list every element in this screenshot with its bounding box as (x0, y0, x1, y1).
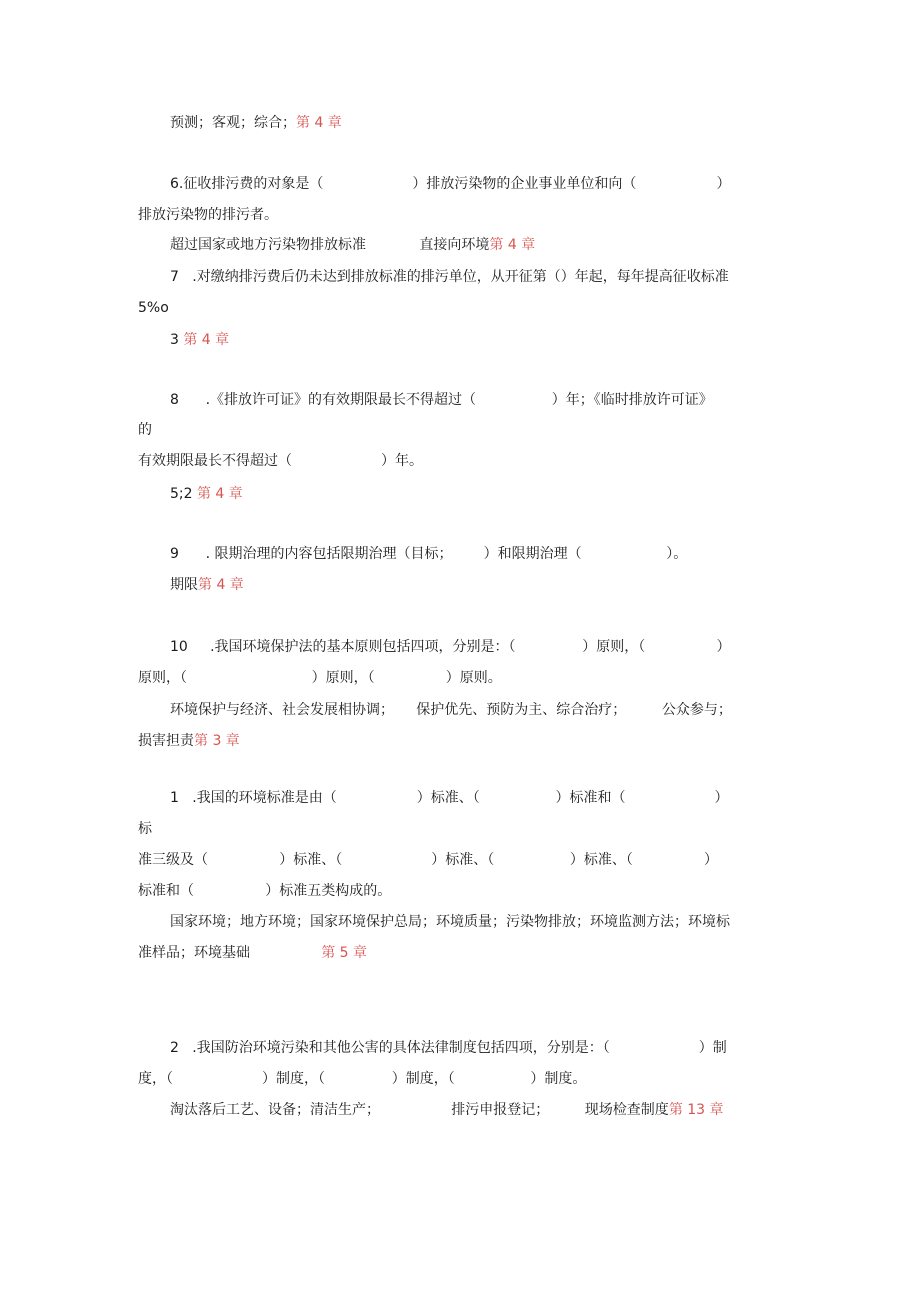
answer-line-1: 预测；客观；综合；第 4 章 (170, 115, 342, 131)
chapter-ref: 第 5 章 (321, 945, 368, 961)
question-11-line-3: 准三级及（ ）标准、（ ）标准、（ ）标准、（ ） (138, 852, 719, 868)
question-11-line-4: 标准和（ ）标准五类构成的。 (138, 883, 392, 899)
question-6-line-2: 排放污染物的排污者。 (138, 207, 278, 223)
question-12-line-2: 度，（ ）制度，（ ）制度，（ ）制度。 (138, 1071, 587, 1087)
question-11-line-2: 标 (138, 821, 152, 837)
answer-10-line-2: 损害担责第 3 章 (138, 733, 240, 749)
chapter-ref: 第 4 章 (296, 115, 342, 131)
answer-10-line-1: 环境保护与经济、社会发展相协调； 保护优先、预防为主、综合治疗； 公众参与； (170, 702, 732, 718)
question-8-line-1: 8 .《排放许可证》的有效期限最长不得超过（ ）年；《临时排放许可证》 (170, 392, 713, 408)
question-8-line-2: 的 (138, 422, 152, 438)
question-10-line-1: 10 .我国环境保护法的基本原则包括四项，分别是：（ ）原则，（ ） (170, 639, 731, 655)
answer-11-line-1: 国家环境；地方环境；国家环境保护总局；环境质量；污染物排放；环境监测方法；环境标 (170, 914, 730, 930)
answer-6: 超过国家或地方污染物排放标准 直接向环境第 4 章 (170, 237, 536, 253)
chapter-ref: 第 4 章 (183, 332, 230, 348)
answer-9: 期限第 4 章 (170, 577, 244, 593)
chapter-ref: 第 4 章 (489, 237, 536, 253)
chapter-ref: 第 13 章 (668, 1102, 724, 1118)
answer-7: 3 第 4 章 (170, 332, 230, 348)
answer-11-line-2: 准样品；环境基础 第 5 章 (138, 945, 368, 961)
question-8-line-3: 有效期限最长不得超过（ ）年。 (138, 453, 424, 469)
chapter-ref: 第 4 章 (196, 486, 243, 502)
question-11-line-1: 1 .我国的环境标准是由（ ）标准、（ ）标准和（ ） (170, 790, 729, 806)
question-6-line-1: 6.征收排污费的对象是（ ）排放污染物的企业事业单位和向（ ） (170, 176, 731, 192)
question-9-line-1: 9 . 限期治理的内容包括限期治理（目标； ）和限期治理（ ）。 (170, 546, 688, 562)
chapter-ref: 第 4 章 (198, 577, 244, 593)
question-7-line-2: 5%o (138, 300, 169, 316)
answer-12: 淘汰落后工艺、设备；清洁生产； 排污申报登记； 现场检查制度第 13 章 (170, 1102, 724, 1118)
question-7-line-1: 7 .对缴纳排污费后仍未达到排放标准的排污单位，从开征第（）年起，每年提高征收标准 (170, 269, 729, 285)
answer-8: 5;2 第 4 章 (170, 486, 243, 502)
question-12-line-1: 2 .我国防治环境污染和其他公害的具体法律制度包括四项，分别是：（ ）制 (170, 1040, 727, 1056)
chapter-ref: 第 3 章 (194, 733, 240, 749)
question-10-line-2: 原则，（ ）原则，（ ）原则。 (138, 670, 502, 686)
